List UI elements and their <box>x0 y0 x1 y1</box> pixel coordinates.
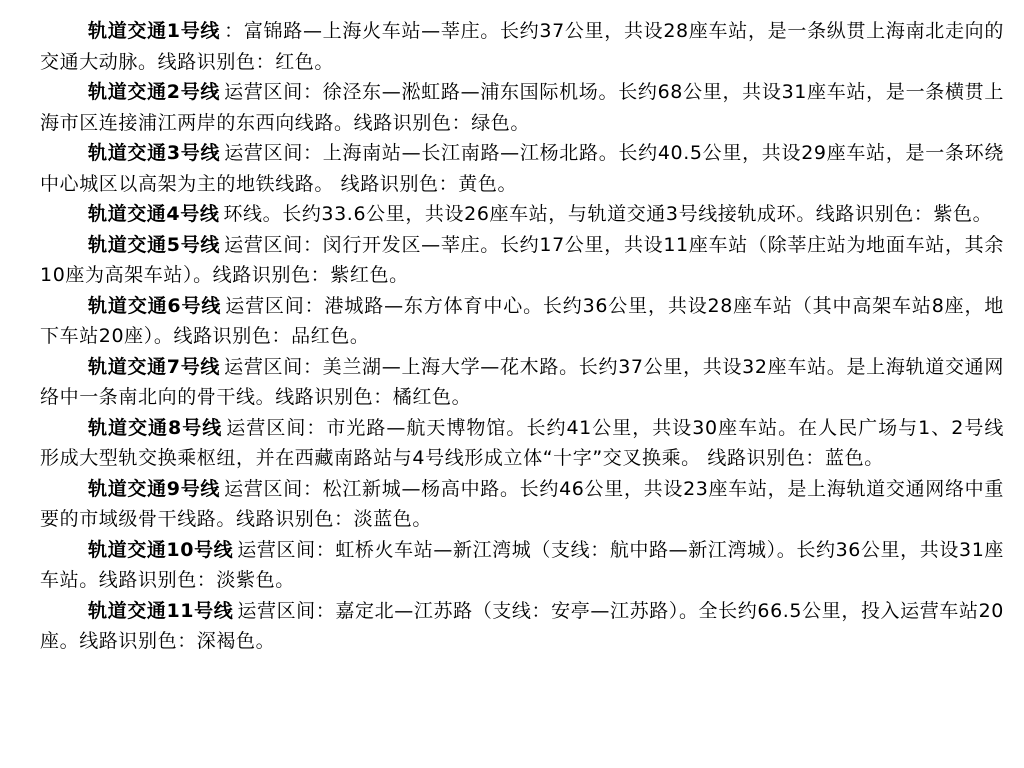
line-11-title: 轨道交通11号线 <box>88 599 234 622</box>
line-7-body: 运营区间：美兰湖—上海大学—花木路。长约37公里，共设32座车站。是上海轨道交通网络中一条南北向的骨干线。线路识别色：橘红色。 <box>40 355 1004 408</box>
line-3-paragraph <box>40 138 1004 199</box>
line-6-title: 轨道交通6号线 <box>88 294 222 317</box>
line-1-paragraph <box>40 16 1004 77</box>
line-10-title: 轨道交通10号线 <box>88 538 234 561</box>
line-5-title: 轨道交通5号线 <box>88 233 221 256</box>
line-6-paragraph <box>40 291 1004 352</box>
line-5-paragraph <box>40 230 1004 291</box>
line-10-body: 运营区间：虹桥火车站—新江湾城（支线：航中路—新江湾城）。长约36公里，共设31座车站。线路识别色：淡紫色。 <box>40 538 1004 591</box>
line-8-title: 轨道交通8号线 <box>88 416 223 439</box>
line-9-title: 轨道交通9号线 <box>88 477 221 500</box>
line-3-body: 运营区间：上海南站—长江南路—江杨北路。长约40.5公里，共设29座车站，是一条环绕中心城区以高架为主的地铁线路。 线路识别色：黄色。 <box>40 142 1004 195</box>
line-7-title: 轨道交通7号线 <box>88 355 221 378</box>
line-10-paragraph <box>40 535 1004 596</box>
line-3-title: 轨道交通3号线 <box>88 142 221 164</box>
line-4-paragraph <box>40 199 1004 230</box>
line-8-body: 运营区间：市光路—航天博物馆。长约41公里，共设30座车站。在人民广场与1、2号线形成大型轨交换乘枢纽，并在西藏南路站与4号线形成立体“十字”交叉换乘。 线路识别色：蓝色。 <box>40 416 1004 469</box>
line-1-title: 轨道交通1号线 <box>88 20 221 42</box>
line-5-body: 运营区间：闵行开发区—莘庄。长约17公里，共设11座车站（除莘庄站为地面车站，其余10座为高架车站）。线路识别色：紫红色。 <box>40 233 1004 286</box>
line-11-paragraph <box>40 596 1004 657</box>
line-4-title: 轨道交通4号线 <box>88 203 220 225</box>
line-9-paragraph <box>40 474 1004 535</box>
line-6-body: 运营区间：港城路—东方体育中心。长约36公里，共设28座车站（其中高架车站8座，地下车站20座）。线路识别色：品红色。 <box>40 294 1004 347</box>
line-1-body: ：富锦路—上海火车站—莘庄。长约37公里，共设28座车站，是一条纵贯上海南北走向的交通大动脉。线路识别色：红色。 <box>40 20 1004 73</box>
line-2-paragraph <box>40 77 1004 138</box>
line-2-body: 运营区间：徐泾东—淞虹路—浦东国际机场。长约68公里，共设31座车站，是一条横贯上海市区连接浦江两岸的东西向线路。线路识别色：绿色。 <box>40 81 1004 134</box>
line-4-body: 环线。长约33.6公里，共设26座车站，与轨道交通3号线接轨成环。线路识别色：紫色。 <box>223 203 993 225</box>
line-9-body: 运营区间：松江新城—杨高中路。长约46公里，共设23座车站，是上海轨道交通网络中重要的市域级骨干线路。线路识别色：淡蓝色。 <box>40 477 1004 530</box>
line-8-paragraph <box>40 413 1004 474</box>
line-11-body: 运营区间：嘉定北—江苏路（支线：安亭—江苏路）。全长约66.5公里，投入运营车站20座。线路识别色：深褐色。 <box>40 599 1004 652</box>
line-2-title: 轨道交通2号线 <box>88 81 221 103</box>
line-7-paragraph <box>40 352 1004 413</box>
